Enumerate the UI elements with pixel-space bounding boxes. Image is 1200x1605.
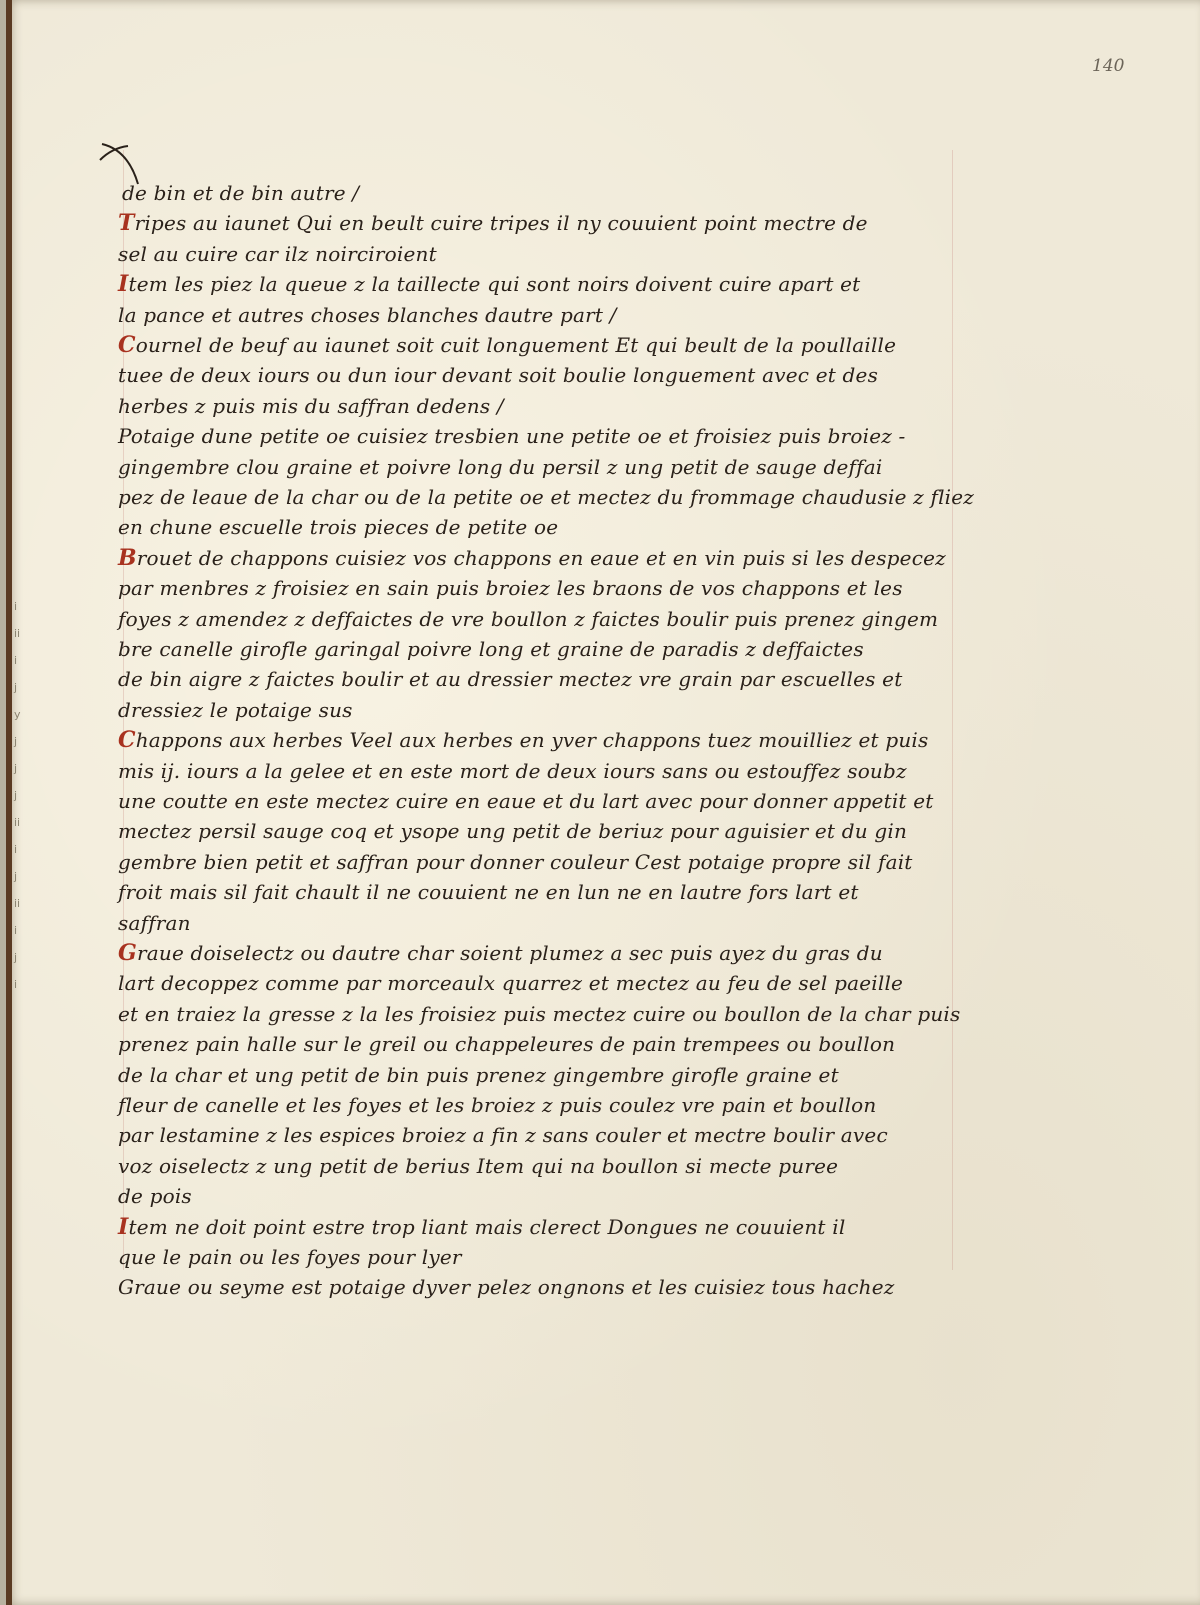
margin-mark: j bbox=[14, 789, 18, 802]
rubric-initial: I bbox=[118, 1214, 129, 1240]
margin-mark: i bbox=[14, 843, 18, 856]
rubric-initial: B bbox=[118, 545, 137, 571]
line-text: prenez pain halle sur le greil ou chappeleures de pain trempees ou boullon bbox=[118, 1032, 896, 1056]
text-line bbox=[122, 178, 359, 208]
line-text: en chune escuelle trois pieces de petite oe bbox=[118, 515, 559, 539]
line-text: de bin et de bin autre / bbox=[122, 181, 360, 205]
line-text: de la char et ung petit de bin puis prenez gingembre girofle graine et bbox=[118, 1063, 839, 1087]
line-text: par lestamine z les espices broiez a fin z sans couler et mectre boulir avec bbox=[118, 1123, 888, 1147]
line-text: mectez persil sauge coq et ysope ung petit de beriuz pour aguisier et du gin bbox=[118, 819, 908, 843]
line-text: et en traiez la gresse z la les froisiez puis mectez cuire ou boullon de la char puis bbox=[118, 1002, 961, 1026]
rubric-initial: C bbox=[118, 332, 136, 358]
line-text: la pance et autres choses blanches dautre part / bbox=[118, 303, 617, 327]
line-text: froit mais sil fait chault il ne couuient ne en lun ne en lautre fors lart et bbox=[118, 880, 859, 904]
margin-mark: j bbox=[14, 735, 18, 748]
text-line bbox=[118, 1212, 845, 1242]
rubric-initial: C bbox=[118, 727, 136, 753]
text-line bbox=[118, 269, 860, 299]
margin-mark: i bbox=[14, 924, 18, 937]
line-text: Potaige dune petite oe cuisiez tresbien une petite oe et froisiez puis broiez - bbox=[118, 424, 906, 448]
text-line bbox=[118, 1120, 888, 1150]
text-line bbox=[118, 786, 934, 816]
text-line bbox=[118, 908, 191, 938]
line-text: pez de leaue de la char ou de la petite oe et mectez du frommage chaudusie z fliez bbox=[118, 485, 975, 509]
line-text: happons aux herbes Veel aux herbes en yver chappons tuez mouilliez et puis bbox=[135, 728, 929, 752]
ruling-line-right bbox=[952, 150, 953, 1270]
margin-mark: ii bbox=[14, 816, 21, 829]
margin-mark: ii bbox=[14, 897, 21, 910]
text-line bbox=[118, 634, 864, 664]
text-line bbox=[118, 421, 905, 451]
line-text: foyes z amendez z deffaictes de vre boullon z faictes boulir puis prenez gingem bbox=[118, 607, 939, 631]
text-line bbox=[118, 208, 868, 238]
text-line bbox=[118, 330, 896, 360]
text-line bbox=[118, 391, 504, 421]
text-line bbox=[118, 1060, 839, 1090]
line-text: bre canelle girofle garingal poivre long et graine de paradis z deffaictes bbox=[118, 637, 864, 661]
line-text: de bin aigre z faictes boulir et au dressier mectez vre grain par escuelles et bbox=[118, 667, 903, 691]
line-text: herbes z puis mis du saffran dedens / bbox=[118, 394, 504, 418]
line-text: lart decoppez comme par morceaulx quarrez et mectez au feu de sel paeille bbox=[118, 971, 904, 995]
text-line bbox=[118, 300, 617, 330]
text-line bbox=[118, 1272, 895, 1302]
line-text: tem ne doit point estre trop liant mais clerect Dongues ne couuient il bbox=[128, 1215, 846, 1239]
line-text: voz oiselectz z ung petit de berius Item qui na boullon si mecte puree bbox=[118, 1154, 839, 1178]
text-line bbox=[118, 999, 961, 1029]
line-text: ournel de beuf au iaunet soit cuit longuement Et qui beult de la poullaille bbox=[135, 333, 897, 357]
text-line bbox=[118, 695, 353, 725]
text-line bbox=[118, 816, 907, 846]
text-line bbox=[118, 1029, 895, 1059]
margin-mark: i bbox=[14, 978, 18, 991]
text-line bbox=[118, 877, 859, 907]
line-text: dressiez le potaige sus bbox=[118, 698, 353, 722]
line-text: par menbres z froisiez en sain puis broiez les braons de vos chappons et les bbox=[118, 576, 903, 600]
folio-number: 140 bbox=[1092, 56, 1125, 76]
line-text: une coutte en este mectez cuire en eaue et du lart avec pour donner appetit et bbox=[118, 789, 934, 813]
text-line bbox=[118, 512, 558, 542]
text-line bbox=[118, 968, 903, 998]
line-text: fleur de canelle et les foyes et les broiez z puis coulez vre pain et boullon bbox=[118, 1093, 877, 1117]
text-line bbox=[118, 360, 878, 390]
line-text: rouet de chappons cuisiez vos chappons en eaue et en vin puis si les despecez bbox=[136, 546, 946, 570]
margin-mark: j bbox=[14, 870, 18, 883]
line-text: gingembre clou graine et poivre long du persil z ung petit de sauge deffai bbox=[118, 455, 883, 479]
rubric-initial: G bbox=[118, 940, 137, 966]
text-line bbox=[118, 604, 938, 634]
rubric-initial: I bbox=[118, 271, 129, 297]
text-line bbox=[118, 847, 913, 877]
rubric-initial: T bbox=[118, 210, 135, 236]
line-text: tuee de deux iours ou dun iour devant soit boulie longuement avec et des bbox=[118, 363, 879, 387]
margin-mark: i bbox=[14, 654, 18, 667]
line-text: sel au cuire car ilz noirciroient bbox=[118, 242, 437, 266]
line-text: raue doiselectz ou dautre char soient plumez a sec puis ayez du gras du bbox=[137, 941, 883, 965]
margin-mark: j bbox=[14, 951, 18, 964]
text-line bbox=[118, 452, 882, 482]
text-line bbox=[118, 239, 437, 269]
text-line bbox=[118, 664, 902, 694]
margin-mark: y bbox=[14, 708, 21, 721]
text-line bbox=[118, 543, 946, 573]
text-line bbox=[118, 1090, 877, 1120]
line-text: Graue ou seyme est potaige dyver pelez ongnons et les cuisiez tous hachez bbox=[118, 1275, 895, 1299]
text-line bbox=[118, 1181, 192, 1211]
margin-mark: ii bbox=[14, 627, 21, 640]
line-text: mis ij. iours a la gelee et en este mort de deux iours sans ou estouffez soubz bbox=[118, 759, 907, 783]
line-text: gembre bien petit et saffran pour donner couleur Cest potaige propre sil fait bbox=[118, 850, 913, 874]
text-line bbox=[118, 1242, 462, 1272]
margin-mark: i bbox=[14, 600, 18, 613]
line-text: que le pain ou les foyes pour lyer bbox=[118, 1245, 462, 1269]
text-line bbox=[118, 573, 903, 603]
binding-edge bbox=[6, 0, 12, 1605]
manuscript-page bbox=[6, 0, 1200, 1605]
margin-mark: j bbox=[14, 681, 18, 694]
text-line bbox=[118, 1151, 838, 1181]
margin-mark: j bbox=[14, 762, 18, 775]
line-text: de pois bbox=[118, 1184, 192, 1208]
text-line bbox=[118, 482, 974, 512]
line-text: ripes au iaunet Qui en beult cuire tripes il ny couuient point mectre de bbox=[134, 211, 868, 235]
text-line bbox=[118, 938, 883, 968]
text-line bbox=[118, 756, 907, 786]
line-text: saffran bbox=[118, 911, 191, 935]
text-line bbox=[118, 725, 928, 755]
line-text: tem les piez la queue z la taillecte qui sont noirs doivent cuire apart et bbox=[128, 272, 861, 296]
